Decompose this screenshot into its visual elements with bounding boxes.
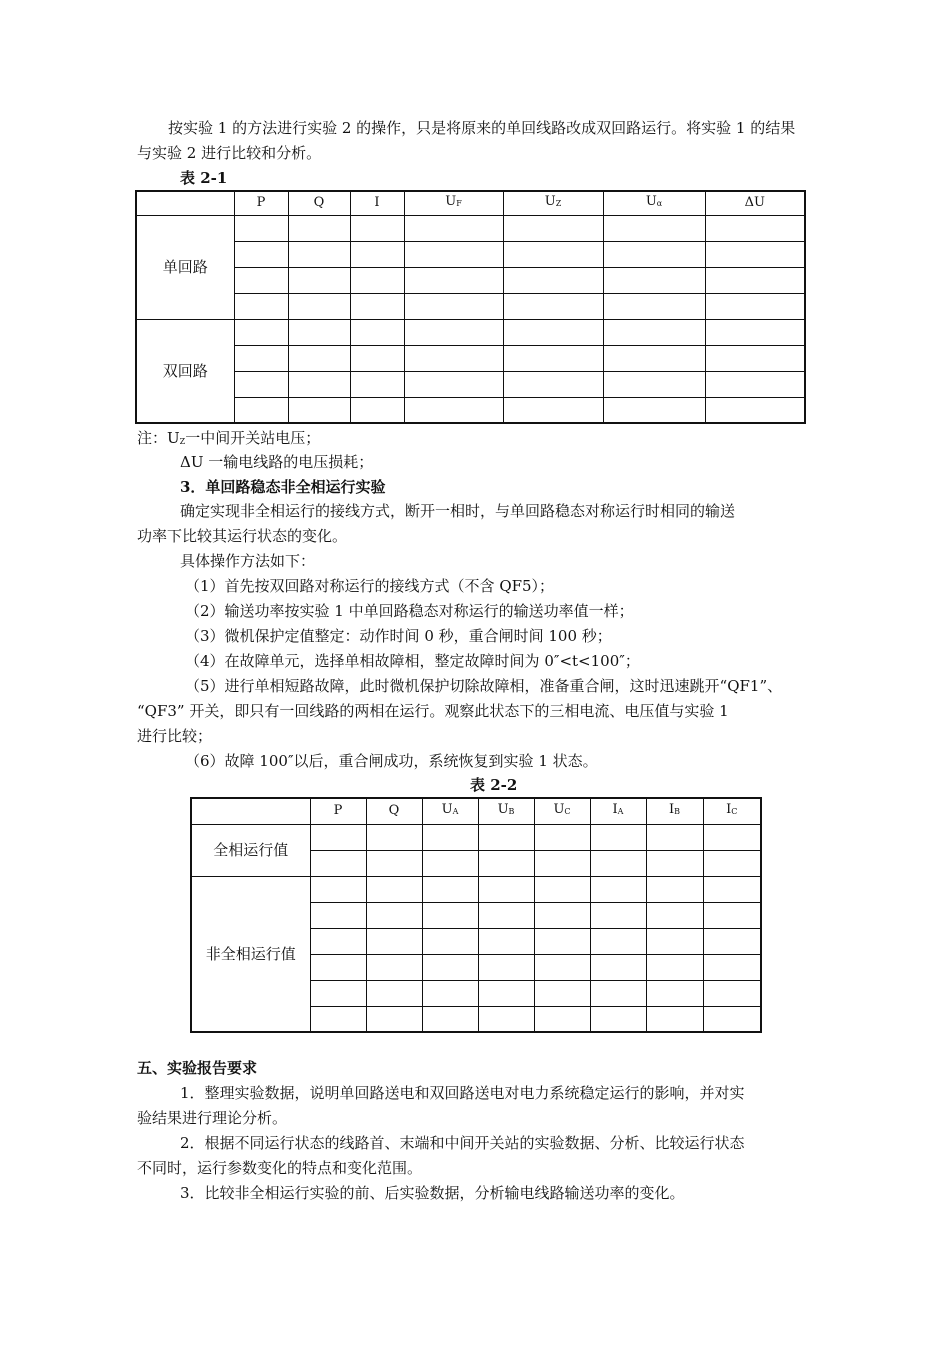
table-row [136,215,805,241]
table2 [190,797,762,1033]
section3-title: 3．单回路稳态非全相运行实验 [180,478,386,496]
table2-group-label-partial: 非全相运行值 [191,876,310,1032]
table-row [136,345,805,371]
intro-line-1: 按实验 1 的方法进行实验 2 的操作，只是将原来的单回线路改成双回路运行。将实验 1 的结果 [168,119,796,137]
table2-header-q: Q [366,798,422,824]
note-2: ΔU 一输电线路的电压损耗； [180,453,374,471]
step-6: （6）故障 100″以后，重合闸成功，系统恢复到实验 1 状态。 [185,752,598,770]
section5-title: 五、实验报告要求 [137,1059,258,1077]
table-row [191,876,761,902]
table2-group-label-full: 全相运行值 [191,824,310,876]
report-item-3: 3．比较非全相运行实验的前、后实验数据，分析输电线路输送功率的变化。 [180,1184,685,1202]
table2-header-uc: $U_C$ [534,798,590,824]
table1-header-ualpha: $U_\alpha$ [603,191,705,215]
table2-header-row [191,798,761,824]
table2-header-p: P [310,798,366,824]
table1-caption: 表 2-1 [180,169,228,187]
table-row [191,824,761,850]
section3-p1-line2: 功率下比较其运行状态的变化。 [137,527,348,545]
table-row [136,293,805,319]
table1-header-uf: $U_F$ [404,191,503,215]
table2-caption: 表 2-2 [470,776,518,794]
table1-header-row [136,191,805,215]
section3-p1-line1: 确定实现非全相运行的接线方式，断开一相时，与单回路稳态对称运行时相同的输送 [180,502,736,520]
table1-corner-cell [136,191,234,215]
table-row [136,371,805,397]
report-item-2-line1: 2．根据不同运行状态的线路首、末端和中间开关站的实验数据、分析、比较运行状态 [180,1134,745,1152]
step-3: （3）微机保护定值整定：动作时间 0 秒，重合闸时间 100 秒； [185,627,612,645]
intro-line-2: 与实验 2 进行比较和分析。 [137,144,322,162]
table2-header-ub: $U_B$ [478,798,534,824]
table1-header-delta-u: ΔU [705,191,805,215]
report-item-1-line2: 验结果进行理论分析。 [137,1109,288,1127]
step-1: （1）首先按双回路对称运行的接线方式（不含 QF5）； [185,577,555,595]
table-row [136,319,805,345]
step-4: （4）在故障单元，选择单相故障相，整定故障时间为 0″<t<100″； [185,652,640,670]
table1-header-uz: $U_Z$ [503,191,603,215]
table-row [136,241,805,267]
table2-header-ib: $I_B$ [646,798,703,824]
table1-header-q: Q [288,191,350,215]
section3-p2: 具体操作方法如下： [180,552,316,570]
report-item-1-line1: 1．整理实验数据，说明单回路送电和双回路送电对电力系统稳定运行的影响，并对实 [180,1084,745,1102]
table2-corner-cell [191,798,310,824]
table-row [136,267,805,293]
table1-group-label-single: 单回路 [136,215,234,319]
step-5-line1: （5）进行单相短路故障，此时微机保护切除故障相，准备重合闸，这时迅速跳开“QF1”、 [185,677,783,695]
table1-header-p: P [234,191,288,215]
step-2: （2）输送功率按实验 1 中单回路稳态对称运行的输送功率值一样； [185,602,634,620]
table1-header-i: I [350,191,404,215]
table2-header-ic: $I_C$ [703,798,761,824]
table2-header-ua: $U_A$ [422,798,478,824]
report-item-2-line2: 不同时，运行参数变化的特点和变化范围。 [137,1159,423,1177]
step-5-line2: “QF3” 开关，即只有一回线路的两相在运行。观察此状态下的三相电流、电压值与实验 1 [137,702,729,720]
step-5-line3: 进行比较； [137,727,213,745]
note-1: 注：$U_Z$一中间开关站电压； [137,429,321,447]
table1 [135,190,806,424]
table2-header-ia: $I_A$ [590,798,646,824]
table-row [136,397,805,423]
table1-group-label-double: 双回路 [136,319,234,423]
